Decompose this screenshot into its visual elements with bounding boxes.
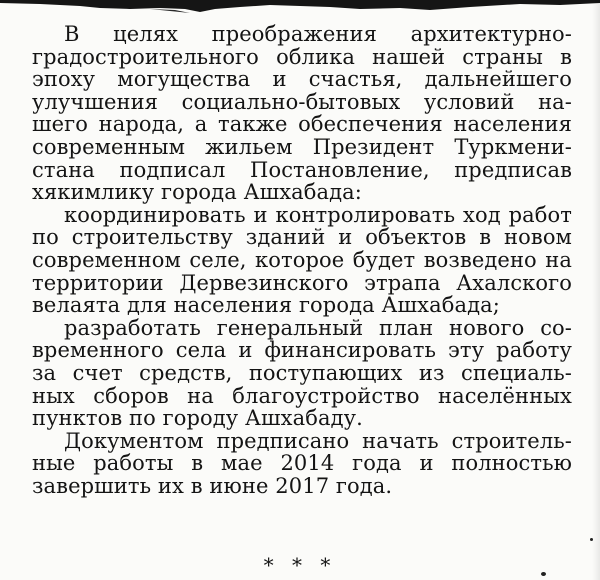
- text-line: разработать генеральный план нового со-: [64, 315, 572, 340]
- text-line: улучшения социально-бытовых условий на-: [32, 89, 572, 114]
- text-line: Документом предписано начать строитель-: [64, 428, 572, 453]
- text-line: пунктов по городу Ашхабаду.: [32, 406, 363, 431]
- text-line: временного села и финансировать эту работу: [32, 338, 572, 363]
- text-line: стана подписал Постановление, предписав: [32, 157, 572, 182]
- text-line: эпоху могущества и счастья, дальнейшего: [32, 67, 572, 92]
- text-line: хякимлику города Ашхабада:: [32, 180, 362, 205]
- text-line: ных сборов на благоустройство населённых: [32, 383, 572, 408]
- text-line: по строительству зданий и объектов в новом: [32, 225, 572, 250]
- text-line: за счет средств, поступающих из специаль-: [32, 360, 572, 385]
- print-speck: [541, 572, 546, 576]
- paragraph-3: [32, 317, 572, 430]
- print-speck: [590, 538, 593, 541]
- text-line: современном селе, которое будет возведено на: [32, 247, 572, 272]
- text-line: ные работы в мае 2014 года и полностью: [32, 451, 572, 476]
- text-line: шего народа, а также обеспечения населения: [32, 112, 572, 137]
- paragraph-2: [32, 204, 572, 317]
- article-body: [32, 23, 572, 497]
- text-line: градостроительного облика нашей страны в: [32, 44, 572, 69]
- paragraph-1: [32, 23, 572, 204]
- text-line: В целях преображения архитектурно-: [64, 22, 572, 46]
- paragraph-4: [32, 430, 572, 498]
- text-line: завершить их в июне 2017 года.: [32, 473, 393, 498]
- text-line: координировать и контролировать ход работ: [64, 202, 572, 227]
- torn-top-edge: [0, 0, 600, 14]
- text-line: территории Дервезинского этрапа Ахалского: [32, 270, 572, 295]
- text-line: современным жильем Президент Туркмени-: [32, 134, 572, 159]
- paper-edge-shadow: [592, 0, 600, 580]
- text-line: велаята для населения города Ашхабада;: [32, 293, 500, 318]
- section-separator: * * *: [263, 553, 337, 577]
